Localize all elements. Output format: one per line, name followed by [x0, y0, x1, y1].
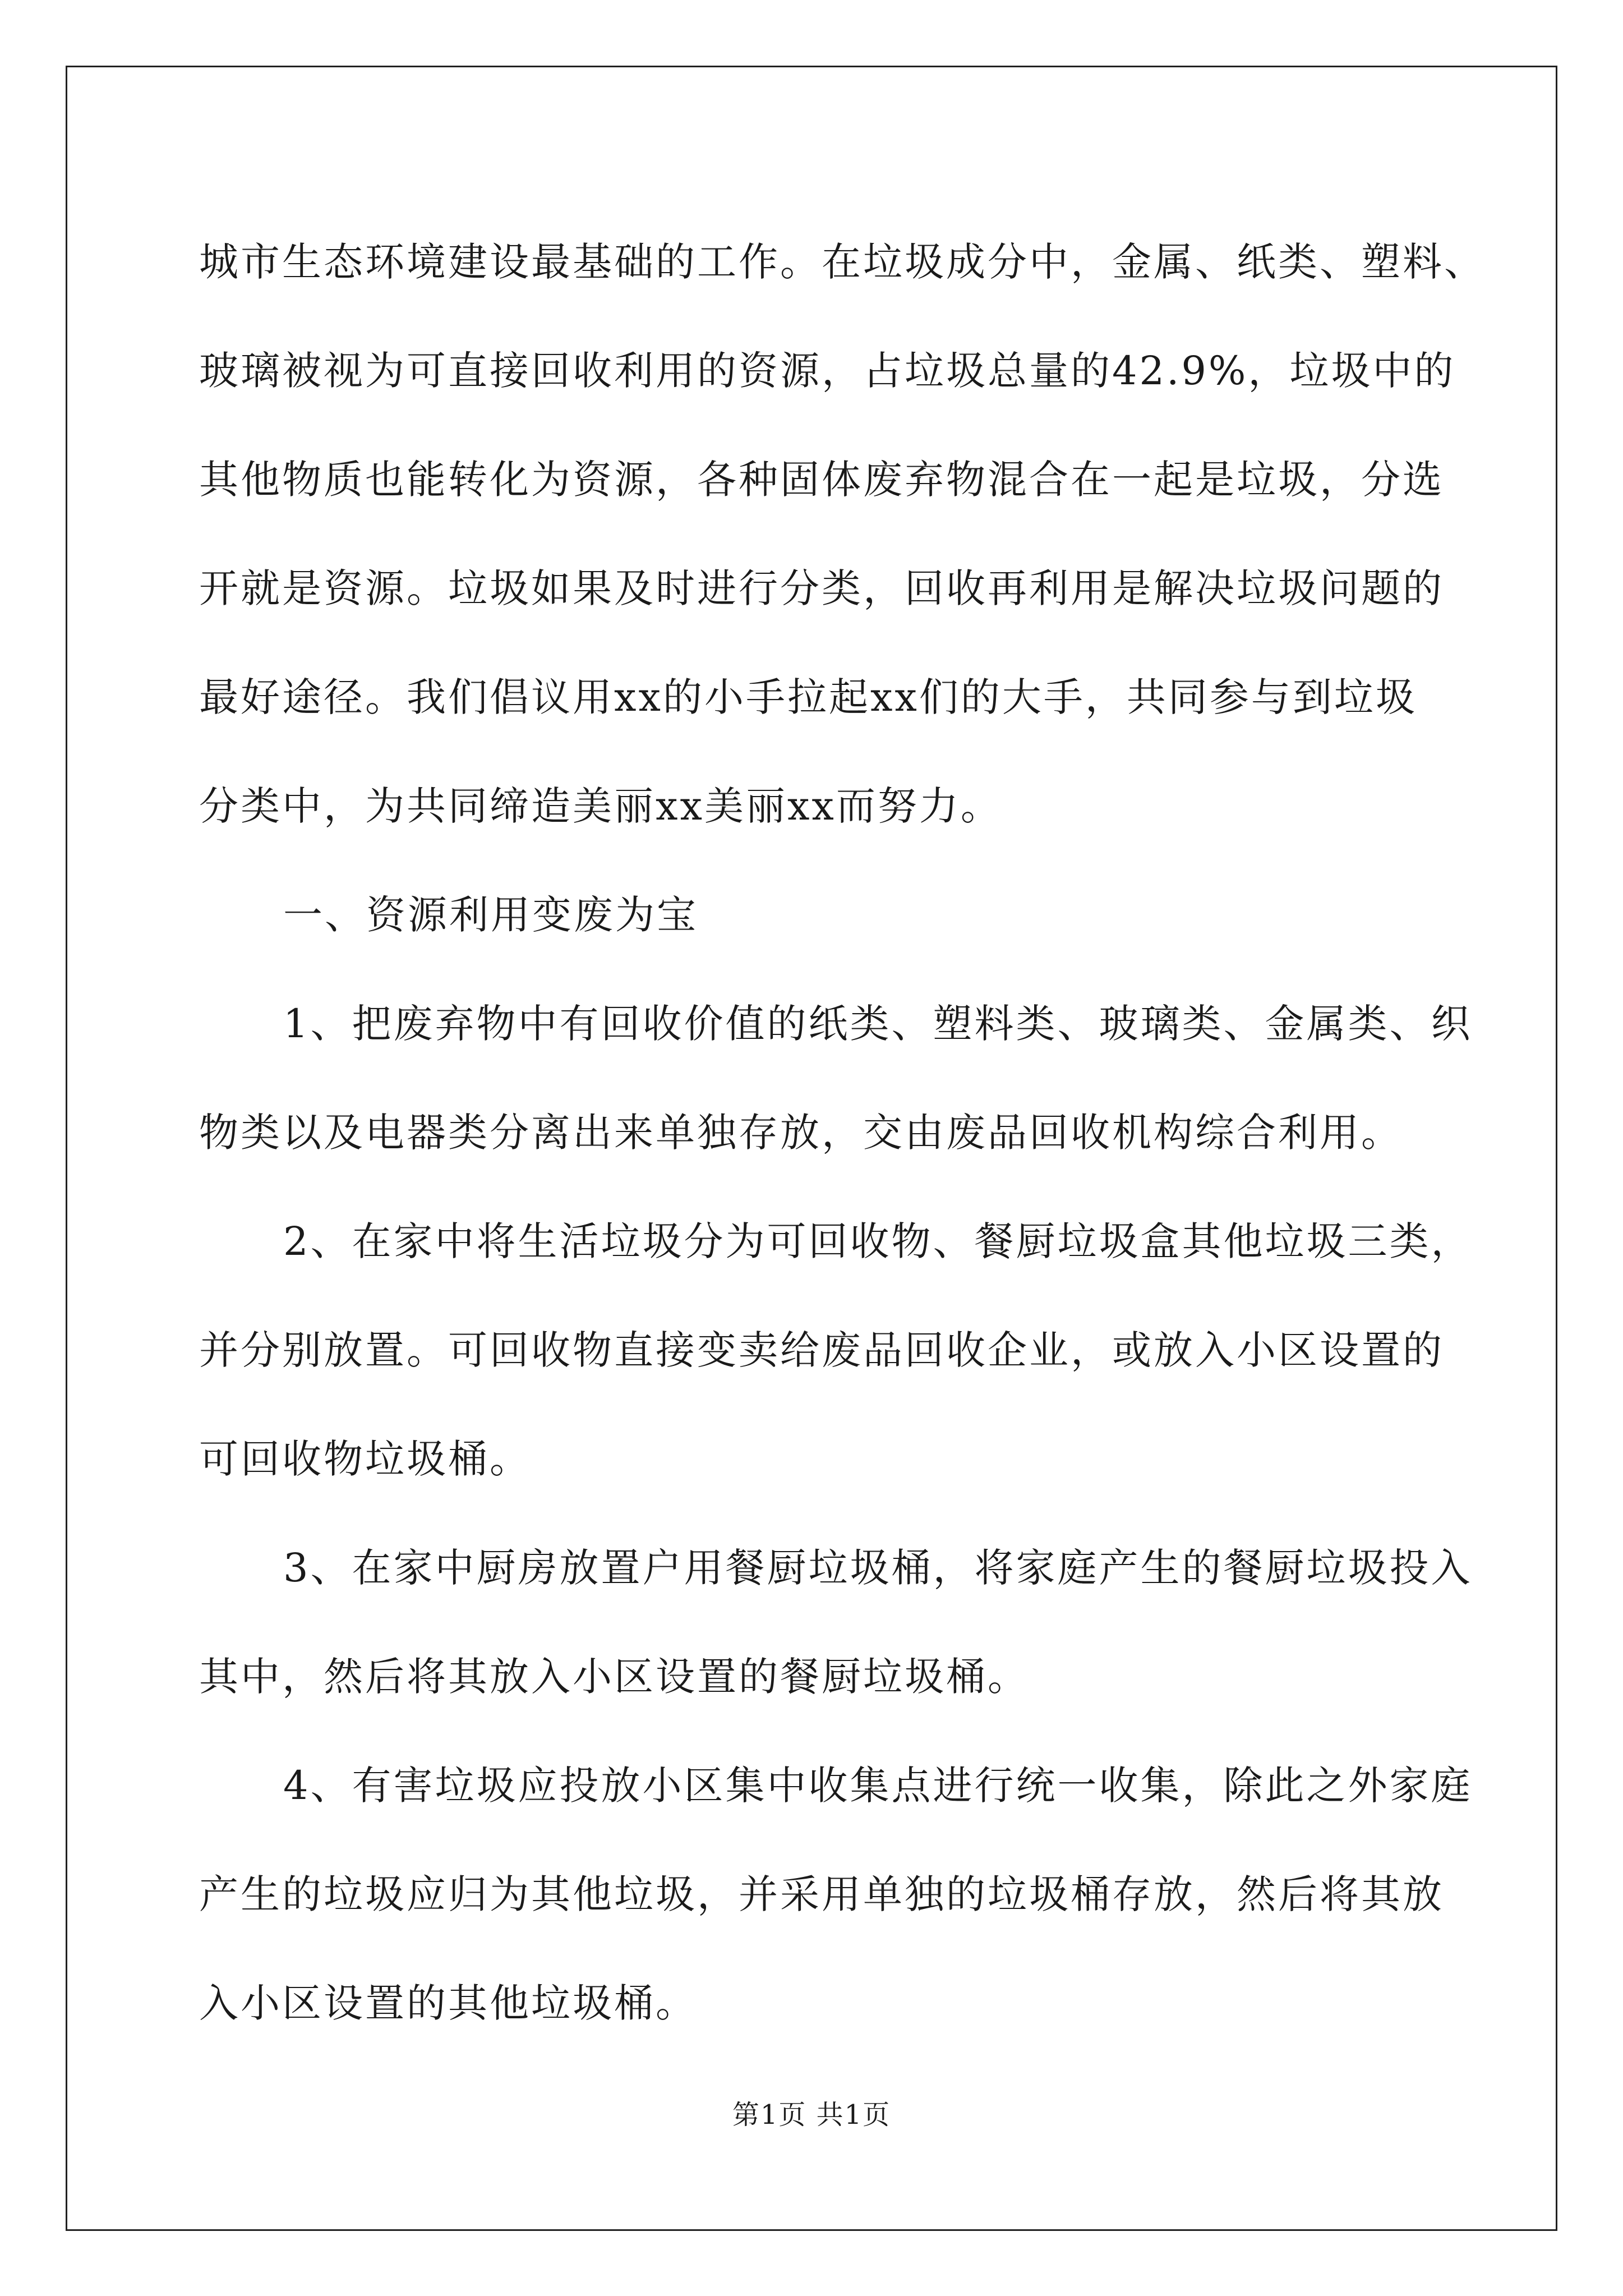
document-body: [199, 208, 1486, 2058]
list-item-4-line: 4、有害垃圾应投放小区集中收集点进行统一收集，除此之外家庭: [283, 1763, 1473, 1809]
list-item-1-line: 物类以及电器类分离出来单独存放，交由废品回收机构综合利用。: [199, 1110, 1403, 1156]
page-footer: 第1页 共1页: [732, 2099, 891, 2131]
paragraph-line: 开就是资源。垃圾如果及时进行分类，回收再利用是解决垃圾问题的: [199, 565, 1444, 611]
list-item-4-line: 入小区设置的其他垃圾桶。: [199, 1980, 697, 2026]
paragraph-line: 分类中，为共同缔造美丽xx美丽xx而努力。: [199, 783, 1002, 829]
paragraph-line: 玻璃被视为可直接回收利用的资源，占垃圾总量的42.9%，垃圾中的: [199, 348, 1456, 394]
list-item-3-line: 其中，然后将其放入小区设置的餐厨垃圾桶。: [199, 1654, 1029, 1700]
list-item-2-line: 2、在家中将生活垃圾分为可回收物、餐厨垃圾盒其他垃圾三类，: [283, 1218, 1473, 1264]
list-item-4-line: 产生的垃圾应归为其他垃圾，并采用单独的垃圾桶存放，然后将其放: [199, 1871, 1444, 1917]
list-item-2-line: 可回收物垃圾桶。: [199, 1436, 531, 1482]
list-item-3-line: 3、在家中厨房放置户用餐厨垃圾桶，将家庭产生的餐厨垃圾投入: [283, 1545, 1473, 1591]
paragraph-line: 其他物质也能转化为资源，各种固体废弃物混合在一起是垃圾，分选: [199, 457, 1444, 503]
list-item-1-line: 1、把废弃物中有回收价值的纸类、塑料类、玻璃类、金属类、织: [283, 1001, 1473, 1047]
paragraph-line: 城市生态环境建设最基础的工作。在垃圾成分中，金属、纸类、塑料、: [199, 239, 1486, 285]
list-item-2-line: 并分别放置。可回收物直接变卖给废品回收企业，或放入小区设置的: [199, 1327, 1444, 1373]
section-heading: 一、资源利用变废为宝: [283, 892, 698, 938]
paragraph-line: 最好途径。我们倡议用xx的小手拉起xx们的大手，共同参与到垃圾: [199, 674, 1417, 720]
